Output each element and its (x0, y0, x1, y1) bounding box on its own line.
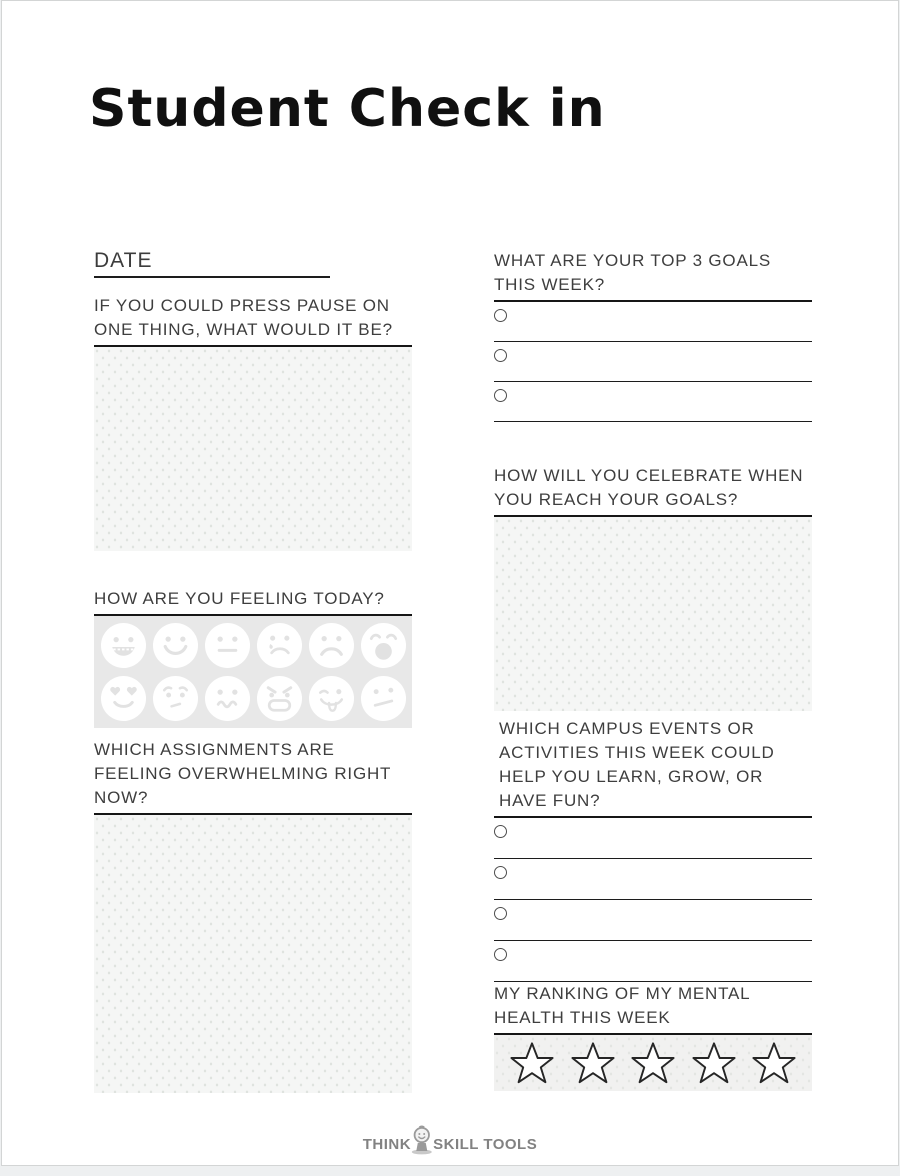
brand-text-skill-tools: SKILL TOOLS (433, 1135, 538, 1153)
brand-logo (363, 1129, 537, 1159)
campus-line-1[interactable] (494, 818, 812, 859)
lightbulb-mascot-icon (410, 1125, 434, 1155)
assignments-answer-box[interactable] (94, 815, 412, 1093)
worksheet-page (1, 0, 899, 1166)
emoji-heart-eyes-icon[interactable] (100, 675, 147, 722)
question-feeling: HOW ARE YOU FEELING TODAY? (94, 587, 412, 616)
mental-health-star-rating (494, 1035, 812, 1091)
star-icon[interactable] (691, 1040, 737, 1086)
brand-text-think: THINK (362, 1135, 412, 1153)
feelings-emoji-panel (94, 616, 412, 728)
star-icon[interactable] (570, 1040, 616, 1086)
goal-bullet-circle (494, 389, 507, 402)
emoji-frowning-icon[interactable] (308, 622, 355, 669)
campus-bullet-circle (494, 907, 507, 920)
emoji-confused-icon[interactable] (204, 675, 251, 722)
question-assignments: WHICH ASSIGNMENTS ARE FEELING OVERWHELMING RIGHT NOW? (94, 738, 412, 815)
pause-answer-box[interactable] (94, 347, 412, 551)
goal-line-1[interactable] (494, 302, 812, 342)
emoji-grinning-icon[interactable] (100, 622, 147, 669)
star-icon[interactable] (630, 1040, 676, 1086)
goal-line-3[interactable] (494, 382, 812, 422)
star-icon[interactable] (751, 1040, 797, 1086)
campus-bullet-circle (494, 825, 507, 838)
question-goals: WHAT ARE YOUR TOP 3 GOALS THIS WEEK? (494, 249, 812, 302)
celebrate-answer-box[interactable] (494, 517, 812, 711)
emoji-fearful-icon[interactable] (360, 622, 407, 669)
emoji-tongue-out-icon[interactable] (308, 675, 355, 722)
star-icon[interactable] (509, 1040, 555, 1086)
emoji-neutral-icon[interactable] (204, 622, 251, 669)
question-pause: IF YOU COULD PRESS PAUSE ON ONE THING, WHAT WOULD IT BE? (94, 294, 412, 347)
emoji-smiling-icon[interactable] (152, 622, 199, 669)
emoji-crying-icon[interactable] (256, 622, 303, 669)
date-label: DATE (94, 249, 153, 272)
page-title: Student Check in (89, 79, 606, 139)
emoji-worried-icon[interactable] (152, 675, 199, 722)
campus-bullet-circle (494, 866, 507, 879)
emoji-skeptical-icon[interactable] (360, 675, 407, 722)
campus-line-2[interactable] (494, 859, 812, 900)
campus-bullet-circle (494, 948, 507, 961)
right-column (494, 249, 812, 1091)
left-column (94, 249, 412, 1093)
goal-bullet-circle (494, 349, 507, 362)
question-campus-events: WHICH CAMPUS EVENTS OR ACTIVITIES THIS WEEK COULD HELP YOU LEARN, GROW, OR HAVE FUN? (494, 717, 812, 818)
goal-line-2[interactable] (494, 342, 812, 382)
campus-line-3[interactable] (494, 900, 812, 941)
emoji-angry-icon[interactable] (256, 675, 303, 722)
question-mental-health-ranking: MY RANKING OF MY MENTAL HEALTH THIS WEEK (494, 982, 812, 1035)
date-field[interactable] (94, 249, 330, 278)
goal-bullet-circle (494, 309, 507, 322)
question-celebrate: HOW WILL YOU CELEBRATE WHEN YOU REACH YOUR GOALS? (494, 464, 812, 517)
campus-line-4[interactable] (494, 941, 812, 982)
